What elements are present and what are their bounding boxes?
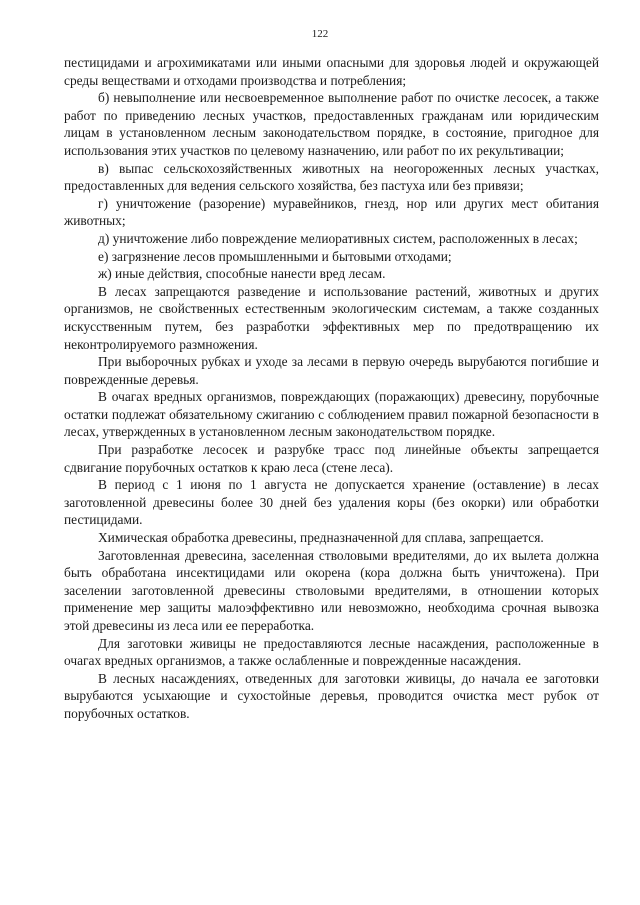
paragraph: Химическая обработка древесины, предназначенной для сплава, запрещается. [98,530,544,546]
paragraph: В лесах запрещаются разведение и использование растений, животных и других организмов, не свойственных естественным экологическим системам, а также созданных искусственным путем, без разработки эффективных мер по предотвращению их неконтролируемого размножения. [64,283,599,352]
page-body [64,54,599,723]
list-item-b: б) невыполнение или несвоевременное выполнение работ по очистке лесосек, а также работ по приведению лесных участков, предоставленных гражданам или юридическим лицам в установленном лесным законодательством порядке, в состояние, пригодное для использования этих участков по целевому назначению, или работ по их рекультивации; [64,90,599,158]
paragraph: В лесных насаждениях, отведенных для заготовки живицы, до начала ее заготовки вырубаются усыхающие и сухостойные деревья, проводится очистка мест рубок от порубочных остатков. [64,670,599,721]
list-item-d: д) уничтожение либо повреждение мелиоративных систем, расположенных в лесах; [98,230,578,246]
paragraph: При выборочных рубках и уходе за лесами в первую очередь вырубаются погибшие и поврежденные деревья. [64,354,599,387]
paragraph: Заготовленная древесина, заселенная стволовыми вредителями, до их вылета должна быть обработана инсектицидами или окорена (кора должна быть уничтожена). При заселении заготовленной древесины стволовыми вредителями, в отношении которых применение мер защиты малоэффективно или невозможно, необходима срочная вывозка этой древесины из леса или ее переработка. [64,547,599,633]
list-item-zh: ж) иные действия, способные нанести вред лесам. [98,266,386,282]
paragraph: В период с 1 июня по 1 августа не допускается хранение (оставление) в лесах заготовленной древесины более 30 дней без удаления коры (без окорки) или обработки пестицидами. [64,477,599,528]
paragraph: В очагах вредных организмов, повреждающих (поражающих) древесину, порубочные остатки подлежат обязательному сжиганию с соблюдением правил пожарной безопасности в лесах, утвержденных в установленном лесным законодательством порядке. [64,389,599,440]
paragraph: Для заготовки живицы не предоставляются лесные насаждения, расположенные в очагах вредных организмов, а также ослабленные и поврежденные насаждения. [64,635,599,669]
list-item-e: е) загрязнение лесов промышленными и бытовыми отходами; [98,248,452,264]
page-number: 122 [311,28,329,40]
paragraph: При разработке лесосек и разрубке трасс под линейные объекты запрещается сдвигание порубочных остатков к краю леса (стене леса). [64,442,599,475]
paragraph-continuation: пестицидами и агрохимикатами или иными опасными для здоровья людей и окружающей среды веществами и отходами производства и потребления; [64,55,599,88]
list-item-g: г) уничтожение (разорение) муравейников, гнезд, нор или других мест обитания животных; [64,195,599,229]
list-item-v: в) выпас сельскохозяйственных животных на неогороженных лесных участках, предоставленных для ведения сельского хозяйства, без пастуха или без привязи; [64,160,599,194]
